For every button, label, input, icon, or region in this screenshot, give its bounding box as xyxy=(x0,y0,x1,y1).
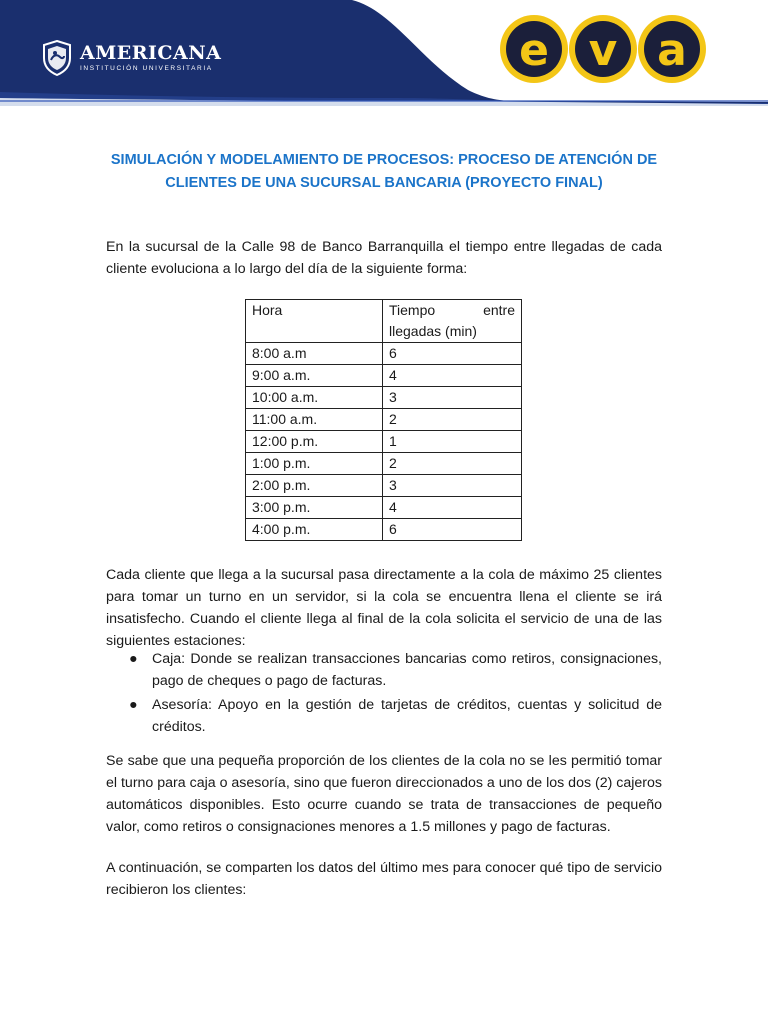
header-tiempo-line2: llegadas (min) xyxy=(389,323,477,339)
cell-tiempo: 2 xyxy=(383,453,522,475)
cell-tiempo: 1 xyxy=(383,431,522,453)
cell-hora: 2:00 p.m. xyxy=(246,475,383,497)
brand-subtitle: INSTITUCIÓN UNIVERSITARIA xyxy=(80,65,213,72)
page-header xyxy=(0,0,768,106)
atm-paragraph: Se sabe que una pequeña proporción de los clientes de la cola no se les permitió tomar el turno para caja o asesoría, sino que fueron direccionados a uno de los dos (2) cajeros automáticos disponibles. Esto ocurre cuando se trata de transacciones de pequeño valor, como retiros o consignaciones menores a 1.5 millones y pago de facturas. xyxy=(106,753,663,835)
eva-badge-a xyxy=(638,15,706,83)
table-row xyxy=(246,453,522,475)
table-header-row xyxy=(246,300,522,343)
header-tiempo-word1: Tiempo xyxy=(389,302,436,318)
list-item-text: Caja: Donde se realizan transacciones bancarias como retiros, consignaciones, pago de cheques o pago de facturas. xyxy=(152,651,662,689)
arrival-times-table xyxy=(245,299,522,541)
cell-tiempo: 4 xyxy=(383,497,522,519)
table-row xyxy=(246,519,522,541)
cell-hora: 4:00 p.m. xyxy=(246,519,383,541)
eva-logo xyxy=(497,14,709,101)
cell-hora: 10:00 a.m. xyxy=(246,387,383,409)
cell-tiempo: 6 xyxy=(383,343,522,365)
table-row xyxy=(246,497,522,519)
americana-logo xyxy=(42,40,221,76)
table-row xyxy=(246,431,522,453)
intro-paragraph: En la sucursal de la Calle 98 de Banco Barranquilla el tiempo entre llegadas de cada cliente evoluciona a lo largo del día de la siguiente forma: xyxy=(106,239,662,277)
services-list xyxy=(106,648,662,740)
eva-badge-v xyxy=(569,15,637,83)
brand-name: AMERICANA xyxy=(80,42,222,64)
cell-hora: 1:00 p.m. xyxy=(246,453,383,475)
table-row xyxy=(246,475,522,497)
table-row xyxy=(246,365,522,387)
cell-tiempo: 2 xyxy=(383,409,522,431)
cell-hora: 9:00 a.m. xyxy=(246,365,383,387)
shield-icon xyxy=(42,40,72,76)
cell-hora: 11:00 a.m. xyxy=(246,409,383,431)
cell-hora: 8:00 a.m xyxy=(246,343,383,365)
title-line-2: CLIENTES DE UNA SUCURSAL BANCARIA (PROYECTO FINAL) xyxy=(165,175,603,191)
eva-letter-a: a xyxy=(657,25,687,76)
data-intro-paragraph: A continuación, se comparten los datos del último mes para conocer qué tipo de servicio recibieron los clientes: xyxy=(106,860,662,898)
header-tiempo xyxy=(383,300,522,343)
header-tiempo-word2: entre xyxy=(483,302,515,318)
header-hora: Hora xyxy=(246,300,383,343)
eva-letter-v: v xyxy=(588,25,618,76)
title-line-1: SIMULACIÓN Y MODELAMIENTO DE PROCESOS: PROCESO DE ATENCIÓN DE xyxy=(110,152,658,168)
cell-hora: 3:00 p.m. xyxy=(246,497,383,519)
cell-hora: 12:00 p.m. xyxy=(246,431,383,453)
bullet-icon: ● xyxy=(129,651,138,667)
list-item-text: Asesoría: Apoyo en la gestión de tarjetas de créditos, cuentas y solicitud de créditos. xyxy=(152,697,662,735)
table-row xyxy=(246,343,522,365)
eva-letter-e: e xyxy=(519,25,549,76)
cell-tiempo: 6 xyxy=(383,519,522,541)
queue-paragraph: Cada cliente que llega a la sucursal pasa directamente a la cola de máximo 25 clientes para tomar un turno en un servidor, si la cola se encuentra llena el cliente se irá insatisfecho. Cuando el cliente llega al final de la cola solicita el servicio de una de las siguientes estaciones: xyxy=(106,567,662,649)
table-row xyxy=(246,387,522,409)
cell-tiempo: 3 xyxy=(383,475,522,497)
list-item xyxy=(106,648,662,692)
table-row xyxy=(246,409,522,431)
cell-tiempo: 4 xyxy=(383,365,522,387)
list-item xyxy=(106,694,662,738)
eva-badge-e xyxy=(500,15,568,83)
cell-tiempo: 3 xyxy=(383,387,522,409)
bullet-icon: ● xyxy=(129,697,138,713)
document-title xyxy=(90,149,678,195)
